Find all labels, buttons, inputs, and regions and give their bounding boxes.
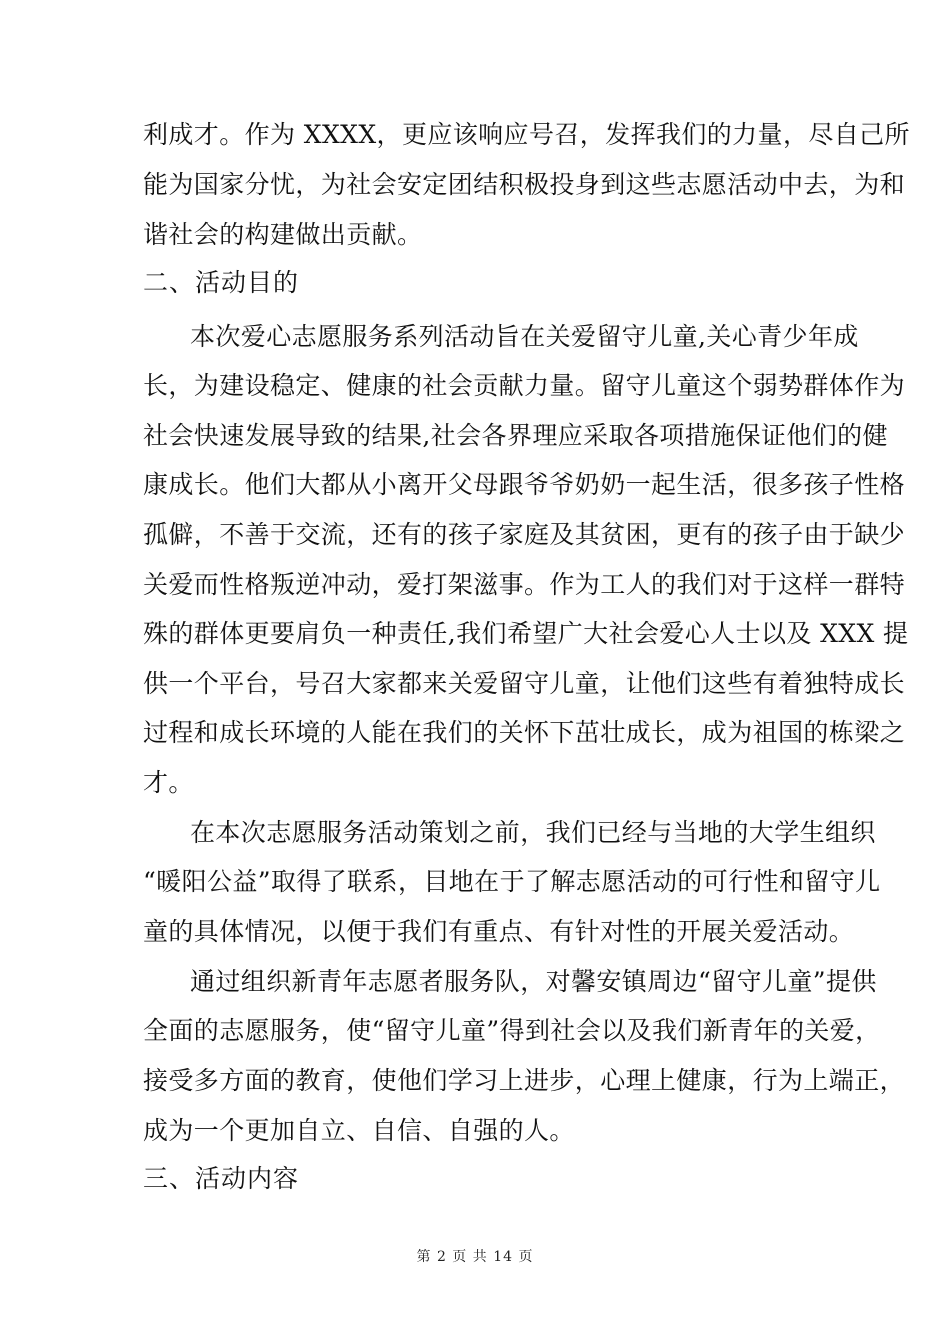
body-text-line: 过程和成长环境的人能在我们的关怀下茁壮成长，成为祖国的栋梁之 xyxy=(143,718,906,747)
body-text-line: 殊的群体更要肩负一种责任,我们希望广大社会爱心人士以及 XXX 提 xyxy=(143,619,909,648)
body-text-line: 全面的志愿服务，使“留守儿童”得到社会以及我们新青年的关爱， xyxy=(143,1016,881,1045)
page-number-footer: 第 2 页 共 14 页 xyxy=(416,1249,534,1265)
body-text-line: 康成长。他们大都从小离开父母跟爷爷奶奶一起生活，很多孩子性格 xyxy=(143,470,906,499)
body-text-line: 供一个平台，号召大家都来关爱留守儿童，让他们这些有着独特成长 xyxy=(143,669,906,698)
body-text-line: 在本次志愿服务活动策划之前，我们已经与当地的大学生组织 xyxy=(190,818,876,847)
body-text-line: 接受多方面的教育，使他们学习上进步，心理上健康，行为上端正， xyxy=(143,1066,906,1095)
body-text-line: 通过组织新青年志愿者服务队，对馨安镇周边“留守儿童”提供 xyxy=(190,967,877,996)
body-text-line: 童的具体情况，以便于我们有重点、有针对性的开展关爱活动。 xyxy=(143,917,855,946)
body-text-line: 社会快速发展导致的结果,社会各界理应采取各项措施保证他们的健 xyxy=(143,421,888,450)
body-text-line: 孤僻，不善于交流，还有的孩子家庭及其贫困，更有的孩子由于缺少 xyxy=(143,520,906,549)
body-text-line: 才。 xyxy=(143,768,194,797)
body-text-line: 谐社会的构建做出贡献。 xyxy=(143,220,423,249)
body-text-line: “暖阳公益”取得了联系，目地在于了解志愿活动的可行性和留守儿 xyxy=(143,867,881,896)
section-heading-purpose: 二、活动目的 xyxy=(143,268,300,297)
body-text-line: 成为一个更加自立、自信、自强的人。 xyxy=(143,1116,575,1145)
section-heading-content: 三、活动内容 xyxy=(143,1164,300,1193)
body-text-line: 能为国家分忧，为社会安定团结积极投身到这些志愿活动中去，为和 xyxy=(143,170,906,199)
body-text-line: 长，为建设稳定、健康的社会贡献力量。留守儿童这个弱势群体作为 xyxy=(143,371,906,400)
body-text-line: 关爱而性格叛逆冲动，爱打架滋事。作为工人的我们对于这样一群特 xyxy=(143,570,906,599)
body-text-line: 本次爱心志愿服务系列活动旨在关爱留守儿童,关心青少年成 xyxy=(190,322,859,351)
body-text-line: 利成才。作为 XXXX，更应该响应号召，发挥我们的力量，尽自己所 xyxy=(143,120,910,149)
